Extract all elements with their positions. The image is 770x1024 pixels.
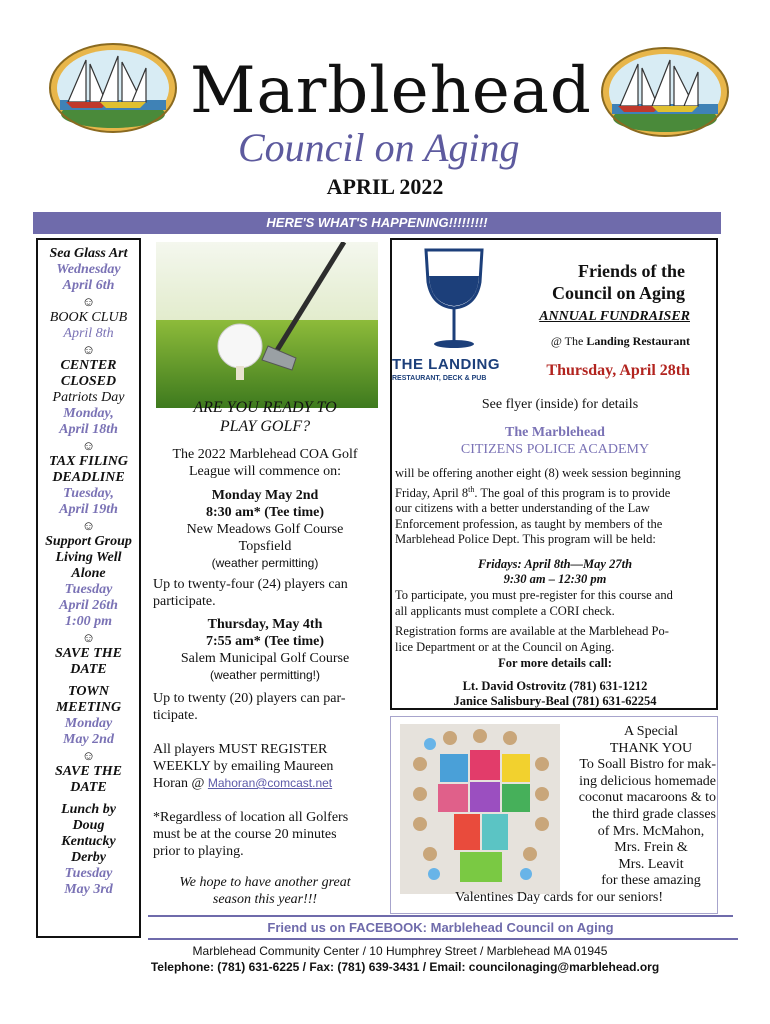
golf-weather: (weather permitting!) [209, 668, 321, 682]
golf-town: Topsfield [238, 539, 292, 554]
golf-note-line: must be at the course 20 minutes [153, 827, 337, 842]
facebook-banner: Friend us on FACEBOOK: Marblehead Council on Aging [148, 915, 733, 939]
golf-intro-line: The 2022 Marblehead COA Golf [172, 447, 358, 462]
event-tax-filing [38, 454, 139, 534]
event-title: SAVE THE [54, 764, 123, 779]
smiley-icon: ☺ [81, 294, 96, 309]
thank-you-line: To Soall Bistro for mak- [579, 757, 716, 773]
footer-address: Marblehead Community Center / 10 Humphrey Street / Marblehead MA 01945 [192, 944, 608, 958]
event-save-date-2 [38, 764, 139, 796]
police-more-details: For more details call: [498, 656, 612, 670]
masthead-title: Marblehead [190, 54, 592, 128]
golf-registration [153, 741, 385, 792]
event-title: TOWN [68, 684, 109, 699]
golf-note-line: prior to playing. [153, 844, 244, 859]
event-title: CENTER [60, 358, 117, 373]
golf-register-line: All players MUST REGISTER [153, 742, 328, 757]
police-academy-body [395, 466, 717, 548]
smiley-icon: ☺ [81, 518, 96, 533]
golf-time: 8:30 am* (Tee time) [205, 505, 325, 520]
event-day: Monday [64, 716, 113, 731]
event-title: Sea Glass Art [49, 246, 128, 261]
event-day: Tuesday [64, 582, 113, 597]
event-title: TAX FILING [49, 454, 128, 469]
golf-heading [150, 398, 380, 436]
golf-register-line: Horan @ [153, 776, 208, 791]
police-body-line: Friday, April 8 [395, 485, 469, 500]
event-date: April 26th [59, 598, 118, 613]
event-day: Tuesday [64, 866, 113, 881]
event-title: DATE [70, 662, 107, 677]
event-save-date-1 [38, 646, 139, 678]
event-title: DEADLINE [52, 470, 125, 485]
event-title: Lunch by [61, 802, 116, 817]
event-title: Support Group [45, 534, 132, 549]
police-reg-line: To participate, you must pre-register for this course and [395, 588, 673, 602]
thank-you-line: A Special [623, 724, 679, 739]
friends-flyer-note: See flyer (inside) for details [481, 397, 639, 412]
golf-intro [150, 446, 380, 480]
event-day: Monday, [63, 406, 114, 421]
event-date: April 19th [59, 502, 118, 517]
event-lunch-derby [38, 802, 139, 898]
friends-title [510, 260, 685, 304]
event-date: April 18th [59, 422, 118, 437]
friends-date: Thursday, April 28th [546, 362, 690, 379]
landing-logo-name: THE LANDING [392, 356, 500, 373]
event-center-closed [38, 358, 139, 454]
event-title: Doug [72, 818, 105, 833]
police-reg-line: lice Department or at the Council on Aging. [395, 639, 615, 654]
ordinal-suffix: th [468, 484, 475, 494]
police-body-line: will be offering another eight (8) week session beginning [395, 466, 681, 480]
event-date: May 3rd [64, 882, 113, 897]
golf-players-1 [153, 576, 383, 610]
events-sidebar [36, 238, 141, 938]
golf-note [153, 809, 385, 860]
police-body-line: our citizens with a better understanding of the Law [395, 501, 650, 516]
masthead-subtitle: Council on Aging [238, 125, 520, 170]
golf-date: Monday May 2nd [211, 488, 319, 503]
event-date: May 2nd [63, 732, 114, 747]
event-title: MEETING [55, 700, 122, 715]
event-title: CLOSED [60, 374, 117, 389]
police-body-line: . The goal of this program is to provide [474, 485, 671, 500]
event-date: April 6th [62, 278, 115, 293]
thank-you-line: ing delicious homemade [579, 773, 716, 789]
golf-players-line: Up to twenty-four (24) players can [153, 577, 348, 592]
golf-closing-line: season this year!!! [212, 892, 318, 907]
golf-session-2 [150, 616, 380, 684]
golf-date: Thursday, May 4th [207, 617, 323, 632]
police-body-line: Marblehead Police Dept. This program will be held: [395, 532, 656, 547]
police-reg-line: Registration forms are available at the Marblehead Po- [395, 624, 669, 638]
thank-you-line: of Mrs. McMahon, [597, 823, 705, 839]
thank-you-text [556, 724, 716, 890]
landing-restaurant-logo [392, 356, 510, 390]
golf-ball-photo [156, 242, 378, 408]
police-schedule-line: 9:30 am – 12:30 pm [503, 572, 607, 586]
police-contact: Lt. David Ostrovitz (781) 631-1212 [462, 679, 648, 693]
golf-register-line: WEEKLY by emailing Maureen [153, 759, 334, 774]
event-time: 1:00 pm [64, 614, 113, 629]
golf-players-2 [153, 690, 385, 724]
police-schedule-line: Fridays: April 8th—May 27th [477, 557, 633, 571]
event-town-meeting [38, 684, 139, 764]
valentine-cards-photo [400, 724, 560, 894]
smiley-icon: ☺ [81, 342, 96, 357]
footer-divider [148, 938, 738, 940]
thank-you-line: coconut macaroons & to [578, 790, 716, 806]
golf-course: New Meadows Golf Course [186, 522, 344, 537]
police-reg-line: all applicants must complete a CORI check. [395, 603, 615, 618]
friends-fundraiser: ANNUAL FUNDRAISER [539, 309, 690, 324]
smiley-icon: ☺ [81, 630, 96, 645]
venue-name: Landing Restaurant [586, 334, 690, 348]
friends-title-line: Council on Aging [551, 283, 685, 303]
event-day: Tuesday, [63, 486, 114, 501]
event-title: Derby [71, 850, 106, 865]
venue-prefix: @ The [550, 334, 587, 348]
whats-happening-banner: HERE'S WHAT'S HAPPENING!!!!!!!!! [33, 212, 721, 234]
event-reason: Patriots Day [52, 390, 125, 405]
golf-time: 7:55 am* (Tee time) [205, 634, 325, 649]
friends-title-line: Friends of the [578, 261, 685, 281]
event-date: April 8th [63, 326, 114, 341]
golf-players-line: Up to twenty (20) players can par- [153, 691, 346, 706]
golf-intro-line: League will commence on: [189, 464, 341, 479]
golf-note-line: *Regardless of location all Golfers [153, 810, 349, 825]
event-title: BOOK CLUB [49, 310, 128, 325]
police-title-line: The Marblehead [505, 425, 605, 440]
smiley-icon: ☺ [81, 748, 96, 763]
golf-heading-line: ARE YOU READY TO [193, 399, 337, 416]
event-support-group [38, 534, 139, 646]
police-body-line: Enforcement profession, as taught by members of the [395, 516, 663, 531]
police-registration [395, 588, 717, 655]
golf-closing [150, 874, 380, 908]
event-title: Alone [71, 566, 106, 581]
event-title: SAVE THE [54, 646, 123, 661]
golf-weather: (weather permitting) [211, 556, 319, 570]
event-title: Kentucky [61, 834, 116, 849]
golf-email-link[interactable]: Mahoran@comcast.net [207, 776, 333, 790]
wine-glass-icon [418, 246, 490, 350]
police-contacts [400, 679, 710, 709]
thank-you-line: the third grade classes [591, 806, 716, 822]
thank-you-line: Mrs. Leavit [618, 856, 684, 872]
thank-you-closing: Valentines Day cards for our seniors! [455, 890, 663, 905]
smiley-icon: ☺ [81, 438, 96, 453]
event-book-club [38, 310, 139, 358]
police-title-line: CITIZENS POLICE ACADEMY [460, 442, 650, 457]
sailboat-logo-right [600, 46, 730, 138]
golf-heading-line: PLAY GOLF? [219, 418, 311, 435]
event-sea-glass [38, 246, 139, 310]
thank-you-line: Mrs. Frein & [614, 840, 688, 856]
footer-contact: Telephone: (781) 631-6225 / Fax: (781) 639-3431 / Email: councilonaging@marblehead.org [150, 960, 660, 974]
golf-closing-line: We hope to have another great [179, 875, 351, 890]
event-title: DATE [70, 780, 107, 795]
landing-logo-tag: RESTAURANT, DECK & PUB [392, 375, 487, 382]
golf-course: Salem Municipal Golf Course [180, 651, 350, 666]
golf-session-1 [150, 487, 380, 572]
golf-players-line: participate. [153, 594, 216, 609]
thank-you-line: THANK YOU [609, 740, 693, 756]
friends-venue [500, 334, 690, 349]
golf-players-line: ticipate. [153, 708, 198, 723]
police-contact: Janice Salisbury-Beal (781) 631-62254 [453, 694, 657, 708]
police-schedule [400, 557, 710, 587]
event-title: Living Well [55, 550, 122, 565]
police-academy-title [400, 424, 710, 458]
event-day: Wednesday [56, 262, 121, 277]
thank-you-line: for these amazing [601, 873, 701, 889]
sailboat-logo-left [48, 42, 178, 134]
issue-date: APRIL 2022 [326, 174, 444, 199]
